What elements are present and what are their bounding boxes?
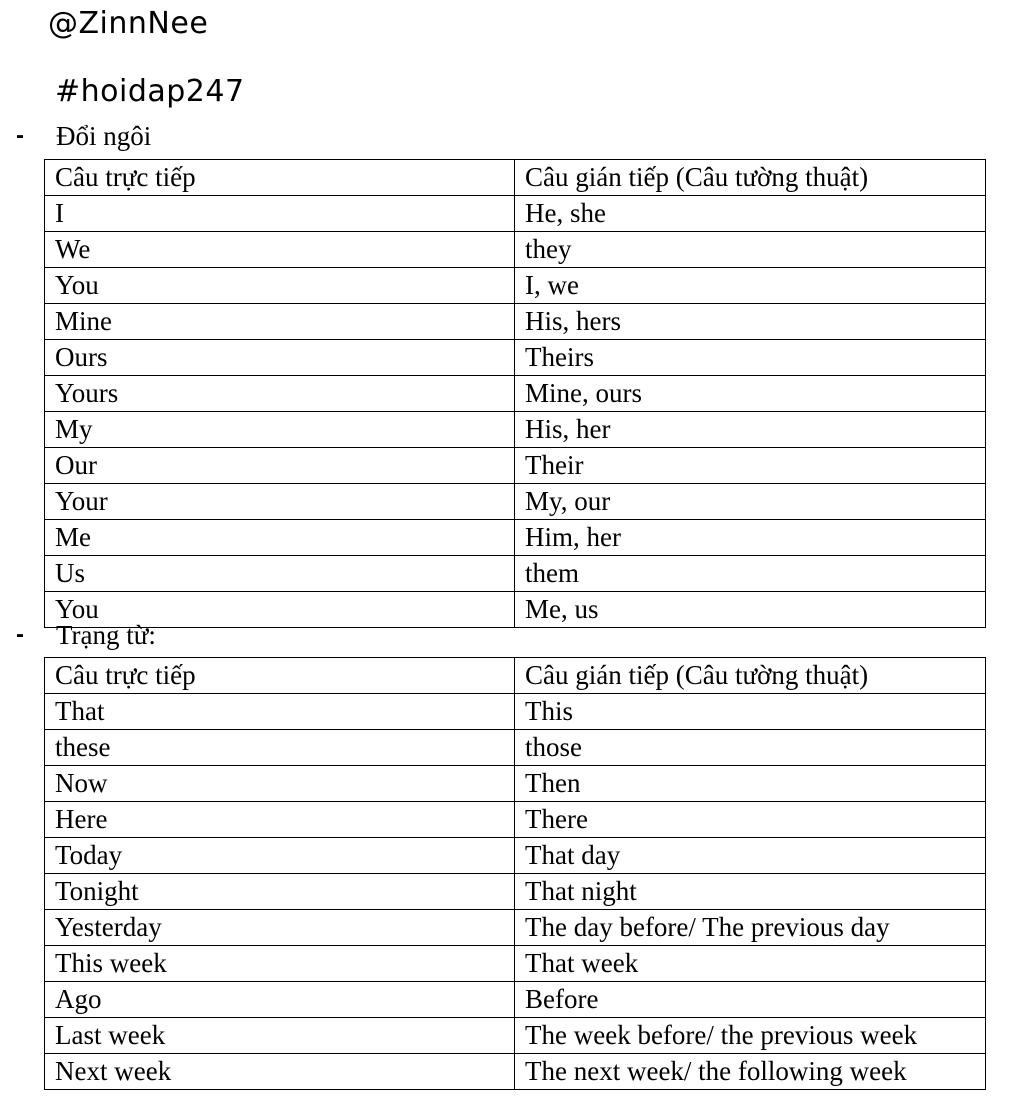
table-row [45, 910, 986, 946]
direct-cell: Ours [45, 340, 515, 376]
indirect-cell: He, she [515, 196, 986, 232]
section-title: Trạng từ: [56, 620, 156, 650]
header-cell-direct: Câu trực tiếp [45, 160, 515, 196]
table-row [45, 802, 986, 838]
direct-cell: You [45, 268, 515, 304]
indirect-cell: Theirs [515, 340, 986, 376]
table-row [45, 304, 986, 340]
direct-cell: Tonight [45, 874, 515, 910]
indirect-cell: That day [515, 838, 986, 874]
indirect-cell: My, our [515, 484, 986, 520]
indirect-cell: His, hers [515, 304, 986, 340]
direct-cell: You [45, 592, 515, 628]
indirect-cell: Me, us [515, 592, 986, 628]
indirect-cell: The week before/ the previous week [515, 1018, 986, 1054]
header-cell-indirect: Câu gián tiếp (Câu tường thuật) [515, 160, 986, 196]
header-cell-indirect: Câu gián tiếp (Câu tường thuật) [515, 658, 986, 694]
indirect-cell: Their [515, 448, 986, 484]
direct-cell: Me [45, 520, 515, 556]
table-row [45, 1054, 986, 1090]
table-row [45, 838, 986, 874]
indirect-cell: The day before/ The previous day [515, 910, 986, 946]
indirect-cell: they [515, 232, 986, 268]
direct-cell: That [45, 694, 515, 730]
table-row [45, 376, 986, 412]
table-row [45, 1018, 986, 1054]
table-row [45, 520, 986, 556]
indirect-cell: Mine, ours [515, 376, 986, 412]
bullet-dash: - [16, 621, 24, 648]
bullet-dash: - [16, 122, 24, 149]
direct-cell: Next week [45, 1054, 515, 1090]
direct-cell: Our [45, 448, 515, 484]
table-row [45, 694, 986, 730]
table-row [45, 232, 986, 268]
direct-cell: Mine [45, 304, 515, 340]
author-handle: @ZinnNee [48, 6, 209, 41]
indirect-cell: That week [515, 946, 986, 982]
indirect-cell: His, her [515, 412, 986, 448]
direct-cell: I [45, 196, 515, 232]
direct-cell: Here [45, 802, 515, 838]
table-header-row [45, 658, 986, 694]
table-row [45, 484, 986, 520]
direct-cell: This week [45, 946, 515, 982]
indirect-cell: Him, her [515, 520, 986, 556]
direct-cell: Us [45, 556, 515, 592]
table-row [45, 730, 986, 766]
direct-cell: Ago [45, 982, 515, 1018]
hashtag: #hoidap247 [55, 74, 245, 109]
direct-cell: Your [45, 484, 515, 520]
direct-cell: Yours [45, 376, 515, 412]
indirect-cell: them [515, 556, 986, 592]
table-row [45, 340, 986, 376]
direct-cell: We [45, 232, 515, 268]
indirect-cell: those [515, 730, 986, 766]
section-title: Đổi ngôi [56, 121, 152, 151]
indirect-cell: Before [515, 982, 986, 1018]
direct-cell: Today [45, 838, 515, 874]
direct-cell: My [45, 412, 515, 448]
indirect-cell: I, we [515, 268, 986, 304]
table-row [45, 592, 986, 628]
table-header-row [45, 160, 986, 196]
direct-cell: Last week [45, 1018, 515, 1054]
direct-cell: Yesterday [45, 910, 515, 946]
pronoun-conversion-table [44, 159, 986, 628]
table-row [45, 556, 986, 592]
header-cell-direct: Câu trực tiếp [45, 658, 515, 694]
indirect-cell: There [515, 802, 986, 838]
adverb-conversion-table [44, 657, 986, 1090]
direct-cell: Now [45, 766, 515, 802]
table-row [45, 412, 986, 448]
table-row [45, 196, 986, 232]
indirect-cell: Then [515, 766, 986, 802]
table-row [45, 268, 986, 304]
table-row [45, 766, 986, 802]
table-row [45, 448, 986, 484]
direct-cell: these [45, 730, 515, 766]
indirect-cell: The next week/ the following week [515, 1054, 986, 1090]
table-row [45, 946, 986, 982]
indirect-cell: This [515, 694, 986, 730]
table-row [45, 874, 986, 910]
table-row [45, 982, 986, 1018]
indirect-cell: That night [515, 874, 986, 910]
